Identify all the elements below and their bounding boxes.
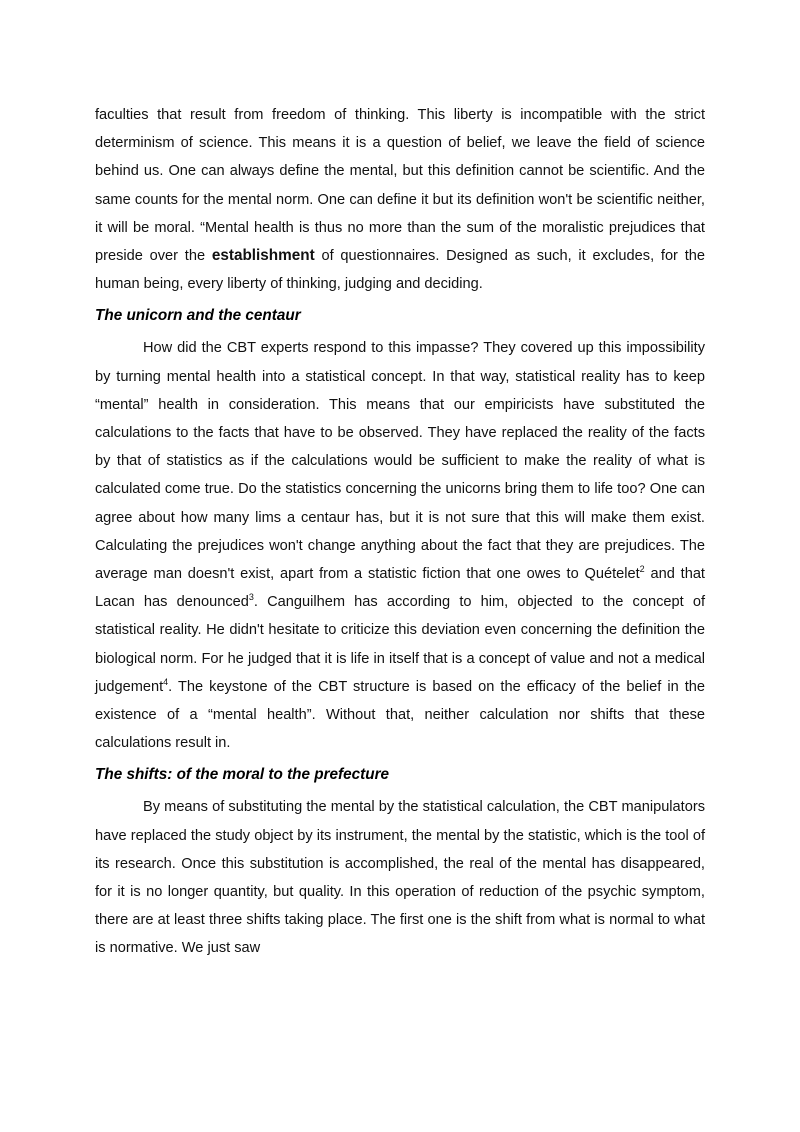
paragraph-text: How did the CBT experts respond to this impasse? They covered up this impossibility by turning mental health into a statistical concept. In that way, statistical reality has to keep “mental” health in consideration. This means that our empiricists have substituted the calculations to the facts that have to be observed. They have replaced the reality of the facts by that of statistics as if the calculations would be sufficient to make the reality of what is calculated come true. Do the statistics concerning the unicorns bring them to life too? One can agree about how many lims a centaur has, but it is not sure that this will make them exist. Calculating the prejudices won't change anything about the fact that they are prejudices. The average man doesn't exist, apart from a statistic fiction that one owes to Quételet <box>95 340 705 583</box>
bold-term: establishment <box>211 247 315 265</box>
paragraph-text: . The keystone of the CBT structure is based on the efficacy of the belief in the existence of a “mental health”. Without that, neither calculation nor shifts that these calculations result in. <box>95 678 705 752</box>
paragraph-text: of questionnaires. Designed as such, it excludes, for the human being, every liberty of thinking, judging and deciding. <box>95 248 705 293</box>
paragraph-text: and that Lacan has denounced <box>95 566 705 611</box>
section-heading-unicorn-centaur: The unicorn and the centaur <box>95 307 301 325</box>
paragraph-statistical-concept <box>95 334 705 757</box>
footnote-ref-2[interactable]: 2 <box>639 564 645 575</box>
paragraph-text: . Canguilhem has according to him, objected to the concept of statistical reality. He didn't hesitate to criticize this deviation even concerning the definition the biological norm. For he judged that it is life in itself that is a concept of value and not a medical judgement <box>95 594 705 695</box>
footnote-ref-3[interactable]: 3 <box>248 592 254 603</box>
paragraph-freedom-of-thinking <box>95 101 705 298</box>
paragraph-text: By means of substituting the mental by the statistical calculation, the CBT manipulators have replaced the study object by its instrument, the mental by the statistic, which is the tool of its research. Once this substitution is accomplished, the real of the mental has disappeared, for it is no longer quantity, but quality. In this operation of reduction of the psychic symptom, there are at least three shifts taking place. The first one is the shift from what is normal to what is normative. We just saw <box>95 799 705 957</box>
paragraph-substitution <box>95 793 705 962</box>
section-heading-shifts: The shifts: of the moral to the prefecture <box>95 766 390 784</box>
paragraph-text: faculties that result from freedom of thinking. This liberty is incompatible with the strict determinism of science. This means it is a question of belief, we leave the field of science behind us. One can always define the mental, but this definition cannot be scientific. And the same counts for the mental norm. One can define it but its definition won't be scientific neither, it will be moral. “Mental health is thus no more than the sum of the moralistic prejudices that preside over the <box>95 107 705 265</box>
footnote-ref-4[interactable]: 4 <box>163 676 169 687</box>
document-page <box>95 101 705 963</box>
